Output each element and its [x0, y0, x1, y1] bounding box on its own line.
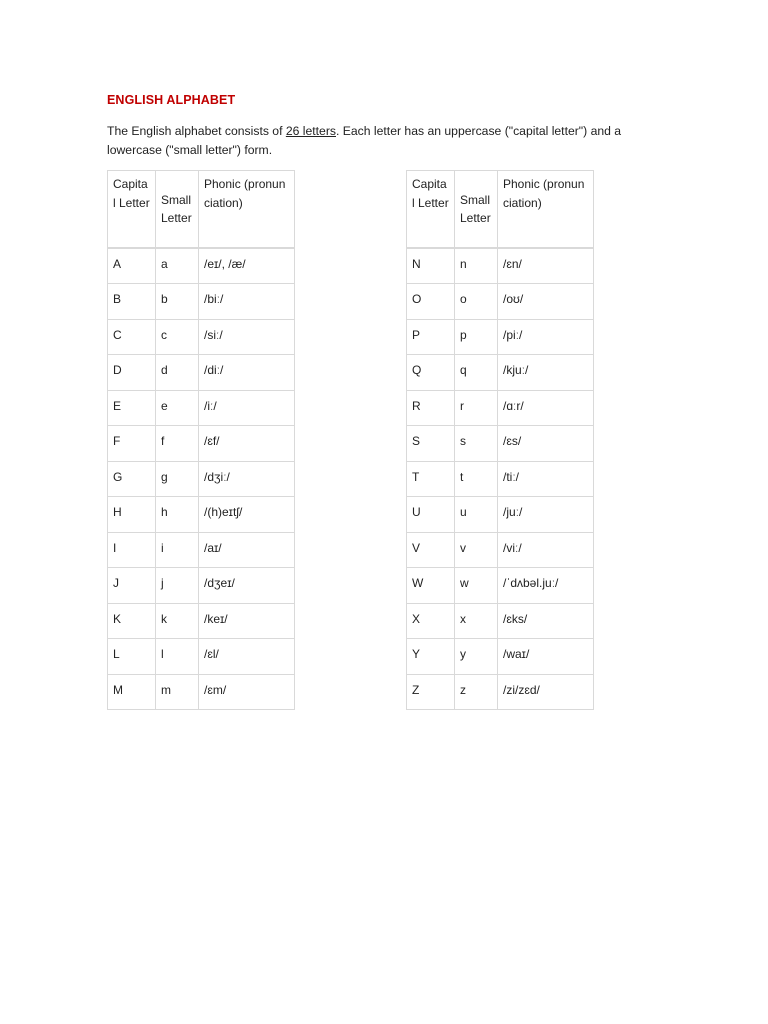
page-title: ENGLISH ALPHABET	[107, 93, 236, 107]
cell-phonic: /ˈdʌbəl.juː/	[498, 568, 594, 604]
header-small-letter: Small Letter	[156, 171, 199, 249]
table-row	[108, 568, 295, 604]
cell-phonic: /ɛks/	[498, 603, 594, 639]
cell-small-letter: g	[156, 461, 199, 497]
cell-capital-letter: M	[108, 674, 156, 710]
table-row	[108, 248, 295, 284]
cell-small-letter: t	[455, 461, 498, 497]
table-row	[108, 674, 295, 710]
cell-capital-letter: D	[108, 355, 156, 391]
cell-capital-letter: W	[407, 568, 455, 604]
cell-phonic: /dʒeɪ/	[199, 568, 295, 604]
table-row	[108, 426, 295, 462]
header-small-letter: Small Letter	[455, 171, 498, 249]
cell-capital-letter: R	[407, 390, 455, 426]
cell-small-letter: e	[156, 390, 199, 426]
cell-small-letter: j	[156, 568, 199, 604]
cell-small-letter: s	[455, 426, 498, 462]
table-row	[407, 568, 594, 604]
cell-small-letter: m	[156, 674, 199, 710]
cell-small-letter: y	[455, 639, 498, 675]
table-header-row	[407, 171, 594, 249]
cell-phonic: /tiː/	[498, 461, 594, 497]
table-row	[407, 532, 594, 568]
cell-capital-letter: A	[108, 248, 156, 284]
table-row	[407, 497, 594, 533]
cell-capital-letter: H	[108, 497, 156, 533]
table-row	[108, 461, 295, 497]
cell-phonic: /zi/zɛd/	[498, 674, 594, 710]
table-row	[407, 319, 594, 355]
cell-small-letter: c	[156, 319, 199, 355]
cell-capital-letter: E	[108, 390, 156, 426]
cell-capital-letter: G	[108, 461, 156, 497]
cell-small-letter: b	[156, 284, 199, 320]
table-row	[407, 461, 594, 497]
cell-capital-letter: X	[407, 603, 455, 639]
cell-phonic: /kjuː/	[498, 355, 594, 391]
cell-phonic: /biː/	[199, 284, 295, 320]
table-row	[108, 603, 295, 639]
cell-small-letter: h	[156, 497, 199, 533]
cell-phonic: /ɛn/	[498, 248, 594, 284]
cell-small-letter: r	[455, 390, 498, 426]
cell-capital-letter: B	[108, 284, 156, 320]
cell-small-letter: i	[156, 532, 199, 568]
intro-text-before: The English alphabet consists of	[107, 124, 286, 138]
table-row	[407, 355, 594, 391]
cell-phonic: /ɛs/	[498, 426, 594, 462]
cell-phonic: /dʒiː/	[199, 461, 295, 497]
cell-capital-letter: V	[407, 532, 455, 568]
table-row	[407, 248, 594, 284]
table-row	[407, 284, 594, 320]
table-row	[407, 603, 594, 639]
cell-phonic: /waɪ/	[498, 639, 594, 675]
cell-small-letter: q	[455, 355, 498, 391]
cell-phonic: /oʊ/	[498, 284, 594, 320]
cell-phonic: /piː/	[498, 319, 594, 355]
table-row	[108, 355, 295, 391]
cell-small-letter: z	[455, 674, 498, 710]
header-phonic: Phonic (pronunciation)	[199, 171, 295, 249]
cell-capital-letter: F	[108, 426, 156, 462]
cell-phonic: /juː/	[498, 497, 594, 533]
cell-capital-letter: L	[108, 639, 156, 675]
cell-capital-letter: K	[108, 603, 156, 639]
cell-phonic: /viː/	[498, 532, 594, 568]
table-header-row	[108, 171, 295, 249]
table-row	[108, 532, 295, 568]
intro-paragraph	[107, 122, 667, 159]
cell-capital-letter: N	[407, 248, 455, 284]
cell-small-letter: l	[156, 639, 199, 675]
cell-capital-letter: T	[407, 461, 455, 497]
table-row	[108, 390, 295, 426]
cell-phonic: /ɛl/	[199, 639, 295, 675]
cell-small-letter: a	[156, 248, 199, 284]
cell-capital-letter: C	[108, 319, 156, 355]
cell-small-letter: w	[455, 568, 498, 604]
cell-phonic: /ɛm/	[199, 674, 295, 710]
header-capital-letter: Capital Letter	[407, 171, 455, 249]
cell-phonic: /aɪ/	[199, 532, 295, 568]
cell-capital-letter: Y	[407, 639, 455, 675]
table-row	[407, 426, 594, 462]
cell-small-letter: d	[156, 355, 199, 391]
table-row	[407, 390, 594, 426]
cell-phonic: /ɛf/	[199, 426, 295, 462]
header-phonic: Phonic (pronunciation)	[498, 171, 594, 249]
intro-text-after: . Each letter has an uppercase ("capital letter") and a lowercase ("small letter") form.	[107, 124, 622, 157]
alphabet-table-n-z	[406, 170, 594, 710]
cell-capital-letter: J	[108, 568, 156, 604]
cell-capital-letter: U	[407, 497, 455, 533]
cell-small-letter: p	[455, 319, 498, 355]
cell-capital-letter: P	[407, 319, 455, 355]
table-row	[407, 674, 594, 710]
table-row	[108, 639, 295, 675]
cell-small-letter: v	[455, 532, 498, 568]
cell-phonic: /diː/	[199, 355, 295, 391]
cell-small-letter: k	[156, 603, 199, 639]
cell-capital-letter: Z	[407, 674, 455, 710]
cell-small-letter: x	[455, 603, 498, 639]
cell-phonic: /(h)eɪtʃ/	[199, 497, 295, 533]
intro-link-26-letters[interactable]: 26 letters	[285, 124, 336, 138]
cell-capital-letter: I	[108, 532, 156, 568]
cell-capital-letter: Q	[407, 355, 455, 391]
cell-phonic: /ɑːr/	[498, 390, 594, 426]
cell-small-letter: n	[455, 248, 498, 284]
cell-capital-letter: O	[407, 284, 455, 320]
table-row	[108, 284, 295, 320]
cell-phonic: /siː/	[199, 319, 295, 355]
cell-capital-letter: S	[407, 426, 455, 462]
cell-small-letter: o	[455, 284, 498, 320]
table-row	[108, 497, 295, 533]
alphabet-table-a-m	[107, 170, 295, 710]
cell-phonic: /eɪ/, /æ/	[199, 248, 295, 284]
cell-small-letter: f	[156, 426, 199, 462]
table-row	[407, 639, 594, 675]
cell-small-letter: u	[455, 497, 498, 533]
header-capital-letter: Capital Letter	[108, 171, 156, 249]
cell-phonic: /keɪ/	[199, 603, 295, 639]
cell-phonic: /iː/	[199, 390, 295, 426]
table-row	[108, 319, 295, 355]
